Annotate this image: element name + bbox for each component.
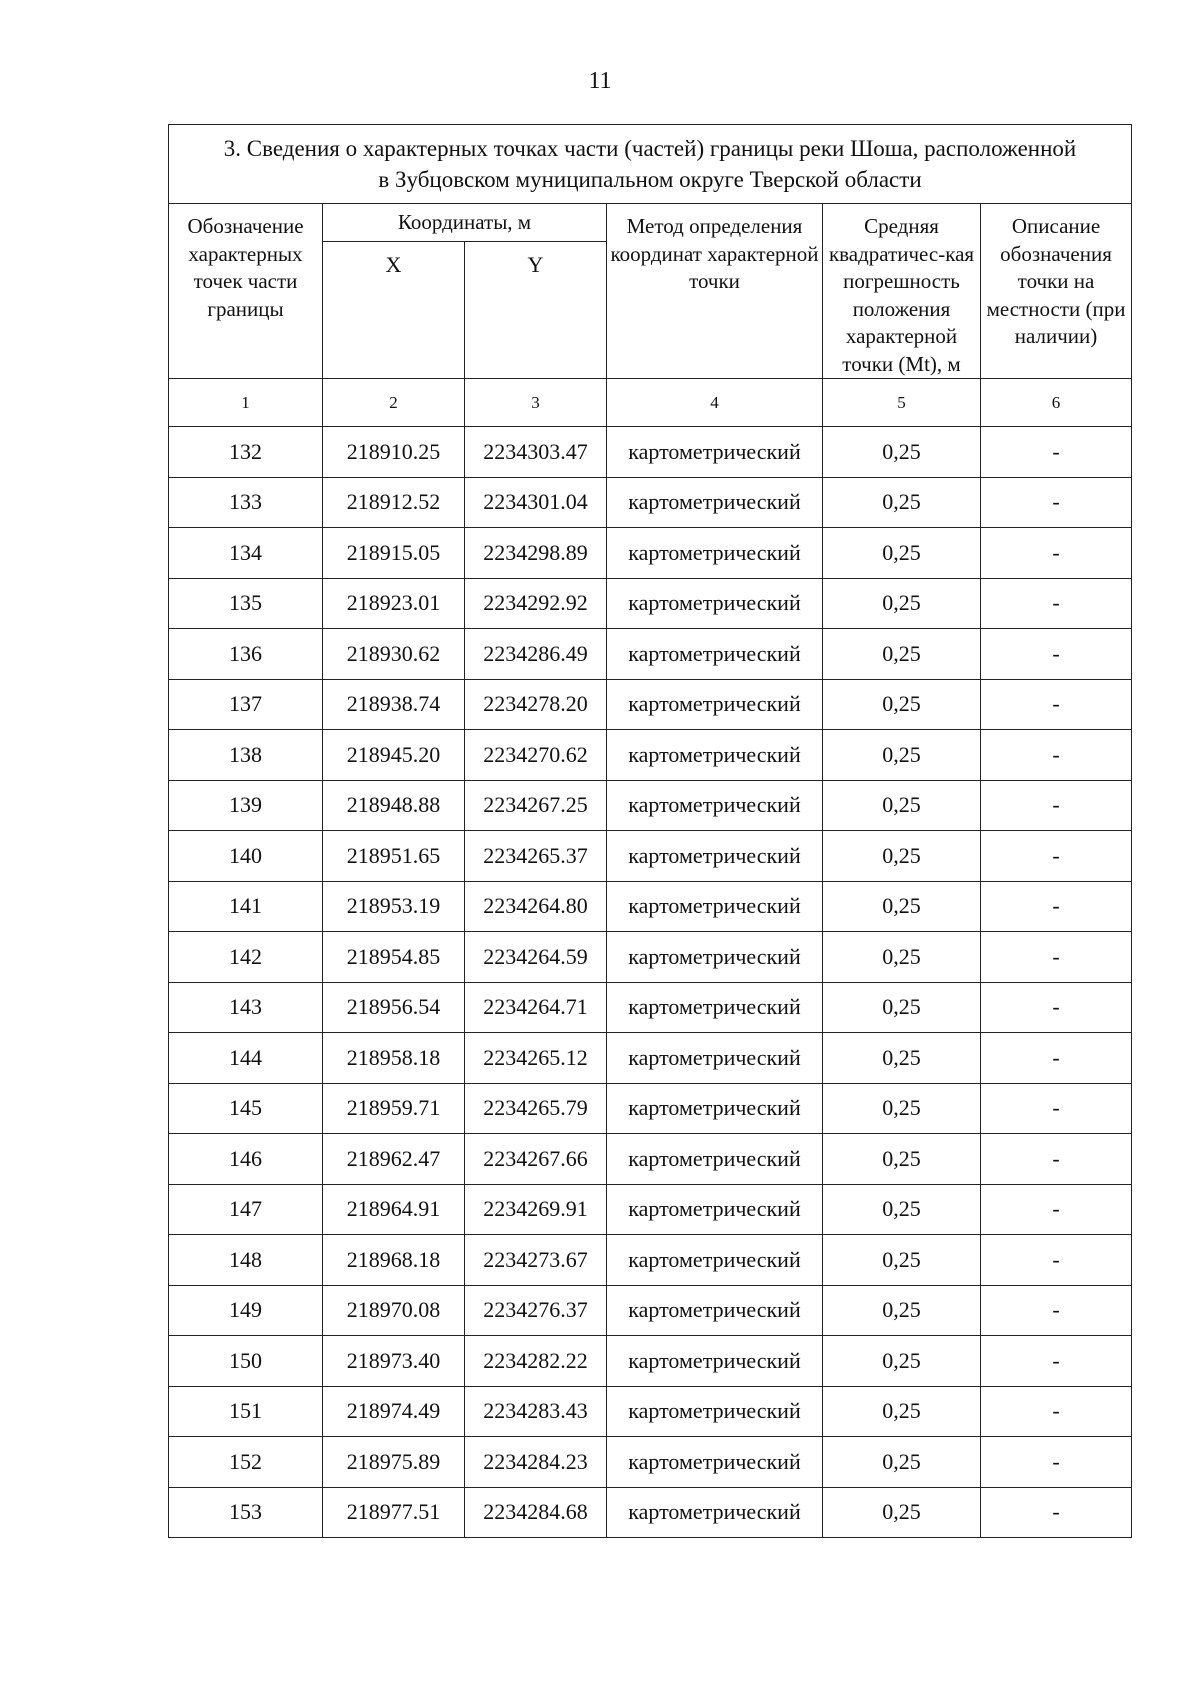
method-cell: картометрический — [607, 427, 823, 478]
y-coordinate-cell: 2234282.22 — [465, 1336, 607, 1387]
error-cell: 0,25 — [823, 1184, 981, 1235]
method-cell: картометрический — [607, 932, 823, 983]
x-coordinate-cell: 218953.19 — [323, 881, 465, 932]
y-coordinate-cell: 2234284.68 — [465, 1487, 607, 1538]
error-cell: 0,25 — [823, 1083, 981, 1134]
point-id-cell: 148 — [169, 1235, 323, 1286]
y-coordinate-cell: 2234278.20 — [465, 679, 607, 730]
description-cell: - — [981, 730, 1132, 781]
y-coordinate-cell: 2234265.37 — [465, 831, 607, 882]
table-row — [169, 730, 1132, 781]
point-id-cell: 137 — [169, 679, 323, 730]
header-coordinates: Координаты, м — [323, 204, 607, 242]
method-cell: картометрический — [607, 1235, 823, 1286]
point-id-cell: 142 — [169, 932, 323, 983]
description-cell: - — [981, 780, 1132, 831]
point-id-cell: 145 — [169, 1083, 323, 1134]
y-coordinate-cell: 2234273.67 — [465, 1235, 607, 1286]
table-row — [169, 1386, 1132, 1437]
table-row — [169, 528, 1132, 579]
description-cell: - — [981, 1134, 1132, 1185]
error-cell: 0,25 — [823, 578, 981, 629]
y-coordinate-cell: 2234303.47 — [465, 427, 607, 478]
header-point-designation: Обозначение характерных точек части границы — [169, 204, 323, 379]
x-coordinate-cell: 218938.74 — [323, 679, 465, 730]
point-id-cell: 134 — [169, 528, 323, 579]
x-coordinate-cell: 218912.52 — [323, 477, 465, 528]
error-cell: 0,25 — [823, 679, 981, 730]
x-coordinate-cell: 218962.47 — [323, 1134, 465, 1185]
table-row — [169, 1083, 1132, 1134]
method-cell: картометрический — [607, 1386, 823, 1437]
error-cell: 0,25 — [823, 932, 981, 983]
method-cell: картометрический — [607, 528, 823, 579]
table-row — [169, 1134, 1132, 1185]
x-coordinate-cell: 218977.51 — [323, 1487, 465, 1538]
method-cell: картометрический — [607, 831, 823, 882]
description-cell: - — [981, 1033, 1132, 1084]
description-cell: - — [981, 1184, 1132, 1235]
y-coordinate-cell: 2234264.80 — [465, 881, 607, 932]
description-cell: - — [981, 881, 1132, 932]
x-coordinate-cell: 218956.54 — [323, 982, 465, 1033]
table-row — [169, 780, 1132, 831]
y-coordinate-cell: 2234267.66 — [465, 1134, 607, 1185]
table-row — [169, 1235, 1132, 1286]
y-coordinate-cell: 2234284.23 — [465, 1437, 607, 1488]
table-row — [169, 1487, 1132, 1538]
table-row — [169, 1336, 1132, 1387]
description-cell: - — [981, 1487, 1132, 1538]
y-coordinate-cell: 2234264.71 — [465, 982, 607, 1033]
description-cell: - — [981, 1437, 1132, 1488]
y-coordinate-cell: 2234269.91 — [465, 1184, 607, 1235]
method-cell: картометрический — [607, 982, 823, 1033]
table-row — [169, 831, 1132, 882]
description-cell: - — [981, 578, 1132, 629]
point-id-cell: 139 — [169, 780, 323, 831]
table-row — [169, 578, 1132, 629]
y-coordinate-cell: 2234267.25 — [465, 780, 607, 831]
description-cell: - — [981, 427, 1132, 478]
column-number: 6 — [981, 379, 1132, 427]
method-cell: картометрический — [607, 1336, 823, 1387]
description-cell: - — [981, 1386, 1132, 1437]
description-cell: - — [981, 1285, 1132, 1336]
error-cell: 0,25 — [823, 477, 981, 528]
y-coordinate-cell: 2234286.49 — [465, 629, 607, 680]
column-number: 2 — [323, 379, 465, 427]
description-cell: - — [981, 629, 1132, 680]
x-coordinate-cell: 218951.65 — [323, 831, 465, 882]
table-row — [169, 1033, 1132, 1084]
point-id-cell: 133 — [169, 477, 323, 528]
table-row — [169, 679, 1132, 730]
x-coordinate-cell: 218964.91 — [323, 1184, 465, 1235]
error-cell: 0,25 — [823, 1134, 981, 1185]
y-coordinate-cell: 2234298.89 — [465, 528, 607, 579]
error-cell: 0,25 — [823, 629, 981, 680]
error-cell: 0,25 — [823, 982, 981, 1033]
method-cell: картометрический — [607, 881, 823, 932]
y-coordinate-cell: 2234283.43 — [465, 1386, 607, 1437]
boundary-points-table — [168, 124, 1132, 1538]
method-cell: картометрический — [607, 1083, 823, 1134]
point-id-cell: 149 — [169, 1285, 323, 1336]
method-cell: картометрический — [607, 1285, 823, 1336]
error-cell: 0,25 — [823, 1235, 981, 1286]
y-coordinate-cell: 2234292.92 — [465, 578, 607, 629]
x-coordinate-cell: 218954.85 — [323, 932, 465, 983]
y-coordinate-cell: 2234264.59 — [465, 932, 607, 983]
y-coordinate-cell: 2234265.12 — [465, 1033, 607, 1084]
description-cell: - — [981, 528, 1132, 579]
header-y: Y — [465, 242, 607, 379]
description-cell: - — [981, 679, 1132, 730]
method-cell: картометрический — [607, 578, 823, 629]
method-cell: картометрический — [607, 730, 823, 781]
description-cell: - — [981, 477, 1132, 528]
method-cell: картометрический — [607, 1184, 823, 1235]
method-cell: картометрический — [607, 1033, 823, 1084]
table-row — [169, 427, 1132, 478]
error-cell: 0,25 — [823, 1033, 981, 1084]
y-coordinate-cell: 2234270.62 — [465, 730, 607, 781]
error-cell: 0,25 — [823, 780, 981, 831]
table-row — [169, 629, 1132, 680]
method-cell: картометрический — [607, 629, 823, 680]
error-cell: 0,25 — [823, 730, 981, 781]
error-cell: 0,25 — [823, 1386, 981, 1437]
x-coordinate-cell: 218948.88 — [323, 780, 465, 831]
x-coordinate-cell: 218945.20 — [323, 730, 465, 781]
table-row — [169, 1285, 1132, 1336]
method-cell: картометрический — [607, 679, 823, 730]
x-coordinate-cell: 218930.62 — [323, 629, 465, 680]
table-row — [169, 1184, 1132, 1235]
point-id-cell: 136 — [169, 629, 323, 680]
header-x: X — [323, 242, 465, 379]
header-method: Метод определения координат характерной точки — [607, 204, 823, 379]
method-cell: картометрический — [607, 1437, 823, 1488]
point-id-cell: 132 — [169, 427, 323, 478]
description-cell: - — [981, 982, 1132, 1033]
y-coordinate-cell: 2234276.37 — [465, 1285, 607, 1336]
x-coordinate-cell: 218974.49 — [323, 1386, 465, 1437]
point-id-cell: 146 — [169, 1134, 323, 1185]
header-mean-square-error: Средняя квадратичес-кая погрешность положения характерной точки (Mt), м — [823, 204, 981, 379]
method-cell: картометрический — [607, 477, 823, 528]
y-coordinate-cell: 2234301.04 — [465, 477, 607, 528]
table-title-line1: 3. Сведения о характерных точках части (частей) границы реки Шоша, расположенной — [223, 136, 1077, 161]
page-number: 11 — [588, 68, 612, 94]
method-cell: картометрический — [607, 1487, 823, 1538]
point-id-cell: 140 — [169, 831, 323, 882]
point-id-cell: 150 — [169, 1336, 323, 1387]
error-cell: 0,25 — [823, 1487, 981, 1538]
x-coordinate-cell: 218973.40 — [323, 1336, 465, 1387]
point-id-cell: 143 — [169, 982, 323, 1033]
column-number: 5 — [823, 379, 981, 427]
header-point-description: Описание обозначения точки на местности (при наличии) — [981, 204, 1132, 379]
table-row — [169, 932, 1132, 983]
x-coordinate-cell: 218970.08 — [323, 1285, 465, 1336]
y-coordinate-cell: 2234265.79 — [465, 1083, 607, 1134]
point-id-cell: 152 — [169, 1437, 323, 1488]
description-cell: - — [981, 1235, 1132, 1286]
x-coordinate-cell: 218959.71 — [323, 1083, 465, 1134]
description-cell: - — [981, 1083, 1132, 1134]
error-cell: 0,25 — [823, 427, 981, 478]
table-row — [169, 881, 1132, 932]
table-title-line2: в Зубцовском муниципальном округе Тверской области — [378, 167, 922, 192]
description-cell: - — [981, 831, 1132, 882]
method-cell: картометрический — [607, 1134, 823, 1185]
table-row — [169, 982, 1132, 1033]
column-number: 4 — [607, 379, 823, 427]
description-cell: - — [981, 932, 1132, 983]
x-coordinate-cell: 218915.05 — [323, 528, 465, 579]
error-cell: 0,25 — [823, 881, 981, 932]
point-id-cell: 151 — [169, 1386, 323, 1437]
error-cell: 0,25 — [823, 528, 981, 579]
error-cell: 0,25 — [823, 1437, 981, 1488]
point-id-cell: 138 — [169, 730, 323, 781]
column-number: 1 — [169, 379, 323, 427]
description-cell: - — [981, 1336, 1132, 1387]
error-cell: 0,25 — [823, 831, 981, 882]
column-numbers-row — [169, 379, 1132, 427]
column-number: 3 — [465, 379, 607, 427]
table-row — [169, 477, 1132, 528]
point-id-cell: 153 — [169, 1487, 323, 1538]
x-coordinate-cell: 218958.18 — [323, 1033, 465, 1084]
error-cell: 0,25 — [823, 1285, 981, 1336]
point-id-cell: 141 — [169, 881, 323, 932]
point-id-cell: 144 — [169, 1033, 323, 1084]
x-coordinate-cell: 218968.18 — [323, 1235, 465, 1286]
x-coordinate-cell: 218910.25 — [323, 427, 465, 478]
error-cell: 0,25 — [823, 1336, 981, 1387]
method-cell: картометрический — [607, 780, 823, 831]
table-title — [169, 125, 1132, 204]
point-id-cell: 135 — [169, 578, 323, 629]
x-coordinate-cell: 218923.01 — [323, 578, 465, 629]
table-row — [169, 1437, 1132, 1488]
x-coordinate-cell: 218975.89 — [323, 1437, 465, 1488]
point-id-cell: 147 — [169, 1184, 323, 1235]
